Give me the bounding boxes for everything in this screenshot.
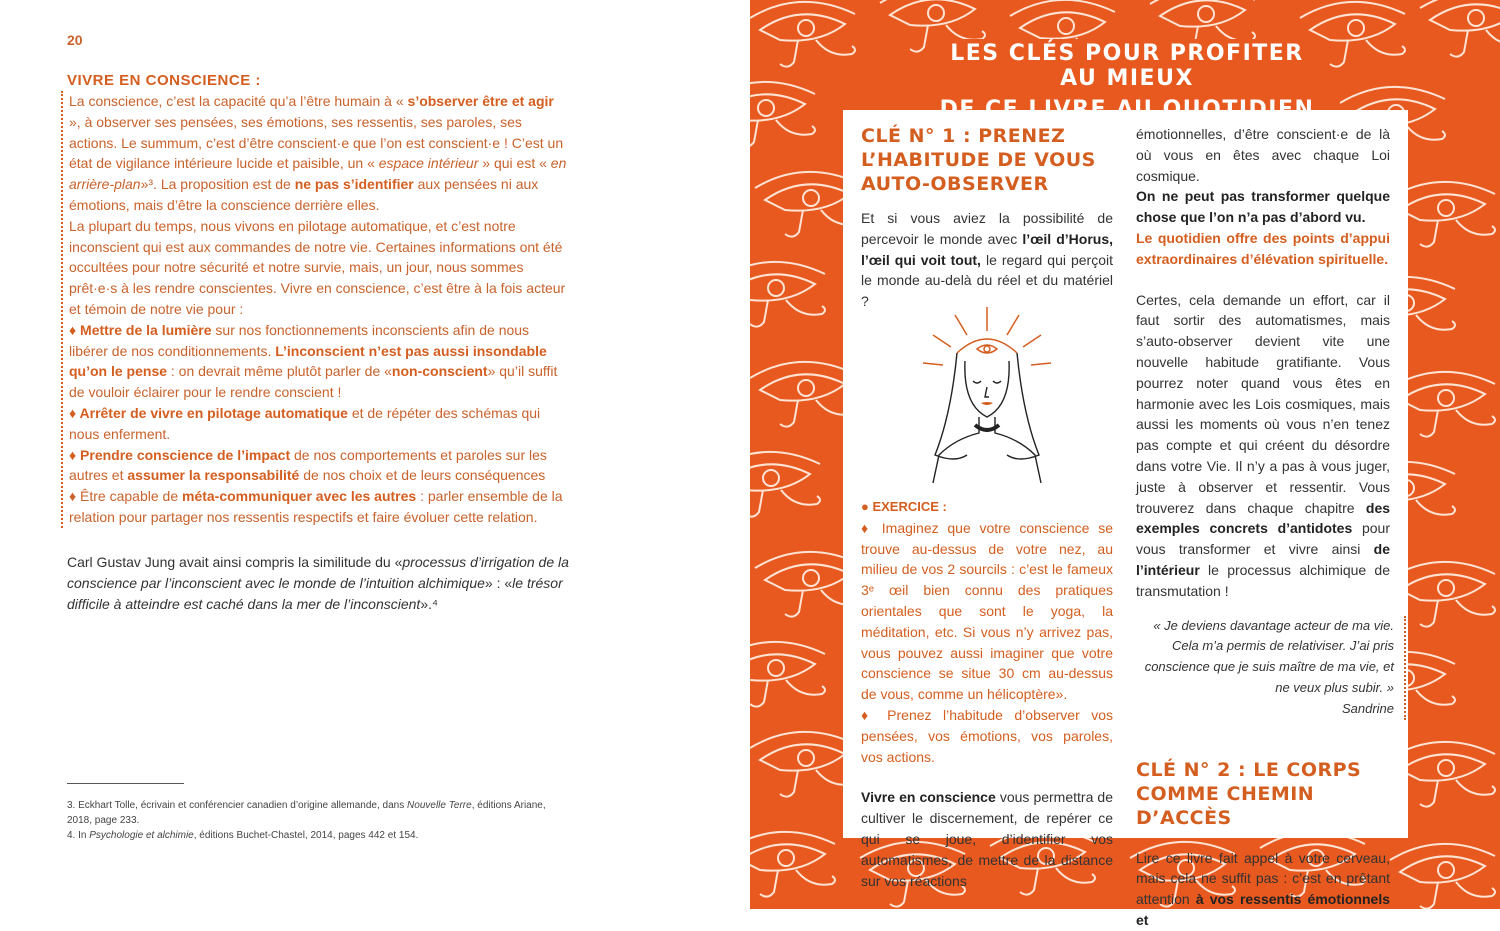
col2-intro: émotionnelles, d’être conscient·e de là où vous en êtes avec chaque Loi cosmique. [1136,126,1390,184]
bullet-1: ♦ Mettre de la lumière sur nos fonctionnements inconscients afin de nous libérer de nos conditionnements. L’inconscient n’est pas aussi insondable qu’on le pense : on devrait même plutôt parler de «non-conscient» qu’il suffit de vouloir éclairer pour le rendre conscient ! [69,321,558,401]
bullet-2: ♦ Arrêter de vivre en pilotage automatique et de répéter des schémas qui nous enferment. [69,404,541,442]
testimonial-quote [1136,616,1406,720]
section-vivre-en-conscience [67,72,569,528]
footnote-3: 3. Eckhart Tolle, écrivain et conférencier canadien d’origine allemande, dans Nouvelle Terre, éditions Ariane, 2018, page 233. [67,800,546,826]
col2-paragraph: Certes, cela demande un effort, car il faut sortir des automatismes, mais s’auto-observer devient vite une nouvelle habitude gratifiante. Vous pourrez noter quand vous êtes en harmonie avec les Lois cosmiques, mais aussi les moments où vous n’en tenez pas compte et qui créent du désordre dans votre Vie. Il n’y a pas à vous juger, juste à observer et ressentir. Vous trouverez dans chaque chapitre des exemples concrets d’antidotes pour vous transformer et vivre ainsi de l’intérieur le processus alchimique de transmutation ! [1136,291,1391,599]
exercise-1: ♦ Imaginez que votre conscience se trouve au-dessus de votre nez, au milieu de vos 2 sourcils : c’est le fameux 3ᵉ œil bien connu des pratiques orientales que sont le yoga, la méditation, etc. Si vous n’y arrivez pas, vous pouvez aussi imaginer que votre conscience se situe 30 cm au-dessus de vous, comme un hélicoptère». [861,519,1113,703]
left-page [0,0,750,909]
key-1-intro: Et si vous aviez la possibilité de percevoir le monde avec l’œil d’Horus, l’œil qui voit tout, le regard qui perçoit le monde au-delà du réel et du matériel ? [861,210,1113,310]
exercise-2: ♦ Prenez l’habitude d’observer vos pensées, vos émotions, vos paroles, vos actions. [861,706,1113,765]
page-number: 20 [67,32,83,48]
bullet-3: ♦ Prendre conscience de l’impact de nos comportements et paroles sur les autres et assumer la responsabilité de nos choix et de leurs conséquences [69,446,547,484]
col2-bold-statement: On ne peut pas transformer quelque chose que l’on n’a pas d’abord vu. [1136,188,1390,226]
jung-paragraph: Carl Gustav Jung avait ainsi compris la similitude du «processus d’irrigation de la conscience par l’inconscient avec le monde de l’intuition alchimique» : «le trésor difficile à atteindre est caché dans la mer de l’inconscient».⁴ [67,554,569,612]
column-right [1136,124,1394,931]
column-left [861,124,1113,891]
footnote-divider [67,783,184,784]
key-1-title: CLÉ N° 1 : PRENEZ L’HABITUDE DE VOUS AUTO-OBSERVER [861,125,1096,195]
section-title: VIVRE EN CONSCIENCE : [67,72,261,89]
paragraph-2: La plupart du temps, nous vivons en pilotage automatique, et c’est notre inconscient qui est aux commandes de notre vie. Certaines informations ont été occultées pour notre sécurité et notre survie, mais, un jour, nous sommes prêt·e·s à les rendre conscientes. Vivre en conscience, c’est être à la fois acteur et témoin de notre vie pour : [69,217,566,317]
exercise-label: ● EXERCICE : [861,498,947,514]
footnote-4: 4. In Psychologie et alchimie, éditions Buchet-Chastel, 2014, pages 442 et 154. [67,830,419,841]
quote-author: Sandrine [1341,700,1394,716]
col2-orange-statement: Le quotidien offre des points d’appui extraordinaires d’élévation spirituelle. [1136,229,1390,267]
third-eye-woman-illustration-icon [915,305,1060,485]
footnotes [67,798,567,843]
section-body [61,91,569,528]
quote-text: « Je deviens davantage acteur de ma vie. Cela m’a permis de relativiser. J’ai pris conscience que je suis maître de ma vie, et ne veux plus subir. » [1144,617,1394,695]
key-1-conclusion: Vivre en conscience vous permettra de cultiver le discernement, de repérer ce qui se joue, d’identifier vos automatismes, de mettre de la distance sur vos réactions [861,789,1114,889]
key-2-intro: Lire ce livre fait appel à votre cerveau, mais cela ne suffit pas : c’est en prêtant attention à vos ressentis émotionnels et [1136,849,1390,928]
paragraph-1: La conscience, c’est la capacité qu’a l’être humain à « s’observer être et agir », à observer ses pensées, ses émotions, ses ressentis, ses paroles, ses actions. Le summum, c’est d’être conscient·e que l’on est conscient·e ! C’est un état de vigilance intérieure lucide et paisible, un « espace intérieur » qui est « en arrière-plan»³. La proposition est de ne pas s’identifier aux pensées ni aux émotions, mais d’être la conscience derrière elles. [69,93,567,213]
key-2-title: CLÉ N° 2 : LE CORPS COMME CHEMIN D’ACCÈS [1136,758,1362,829]
header-line-1: LES CLÉS POUR PROFITER AU MIEUX [928,39,1326,93]
bullet-4: ♦ Être capable de méta-communiquer avec les autres : parler ensemble de la relation pour partager nos ressentis respectifs et faire évoluer cette relation. [69,488,563,525]
